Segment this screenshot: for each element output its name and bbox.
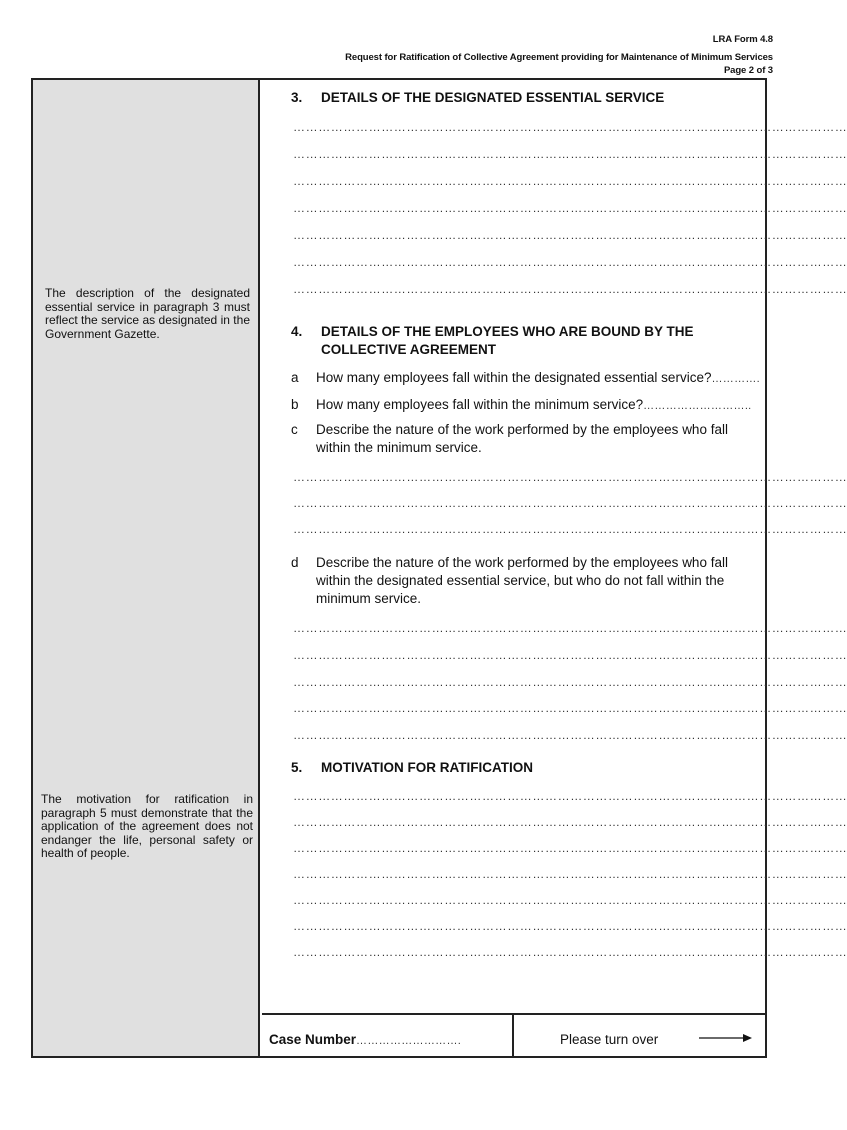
section-title: DETAILS OF THE DESIGNATED ESSENTIAL SERVICE bbox=[321, 90, 665, 105]
answer-line[interactable]: …………………………………………………………………………………………………………………… bbox=[293, 867, 847, 881]
section-3-heading bbox=[291, 89, 721, 107]
sidebar-note-motivation: The motivation for ratification in paragraph 5 must demonstrate that the application of the agreement does not endanger the life, personal safety or health of people. bbox=[41, 792, 253, 860]
answer-line[interactable]: …………………………………………………………………………………………………………………… bbox=[293, 255, 847, 269]
section-title: MOTIVATION FOR RATIFICATION bbox=[321, 760, 533, 775]
guidance-sidebar bbox=[33, 80, 260, 1056]
answer-line[interactable]: …………………………………………………………………………………………………………………… bbox=[293, 282, 847, 296]
item-text: How many employees fall within the designated essential service? bbox=[316, 370, 712, 385]
form-body bbox=[262, 80, 847, 1015]
answer-line[interactable]: …………………………………………………………………………………………………………………… bbox=[293, 728, 847, 742]
question-4b bbox=[291, 396, 761, 415]
answer-line[interactable]: …………………………………………………………………………………………………………………… bbox=[293, 496, 847, 510]
question-4a bbox=[291, 369, 761, 388]
answer-line[interactable]: …………………………………………………………………………………………………………………… bbox=[293, 174, 847, 188]
answer-line[interactable]: …………………………………………………………………………………………………………………… bbox=[293, 120, 847, 134]
answer-line[interactable]: …………………………………………………………………………………………………………………… bbox=[293, 522, 847, 536]
item-letter: d bbox=[291, 555, 299, 570]
answer-line[interactable]: …………………………………………………………………………………………………………………… bbox=[293, 228, 847, 242]
section-title: DETAILS OF THE EMPLOYEES WHO ARE BOUND BY THE COLLECTIVE AGREEMENT bbox=[321, 324, 694, 357]
page-indicator: Page 2 of 3 bbox=[723, 65, 773, 76]
item-letter: a bbox=[291, 370, 299, 385]
section-4-heading bbox=[291, 323, 721, 359]
question-4d bbox=[291, 554, 761, 608]
answer-line[interactable]: …………………………………………………………………………………………………………………… bbox=[293, 147, 847, 161]
answer-line[interactable]: …………………………………………………………………………………………………………………… bbox=[293, 701, 847, 715]
answer-line[interactable]: …………………………………………………………………………………………………………………… bbox=[293, 201, 847, 215]
answer-line[interactable]: …………………………………………………………………………………………………………………… bbox=[293, 470, 847, 484]
section-number: 3. bbox=[291, 90, 303, 105]
sidebar-note-service: The description of the designated essential service in paragraph 3 must reflect the service as designated in the Government Gazette. bbox=[45, 286, 250, 341]
answer-line[interactable]: …………………………………………………………………………………………………………………… bbox=[293, 919, 847, 933]
answer-line[interactable]: …………………………………………………………………………………………………………………… bbox=[293, 648, 847, 662]
answer-line[interactable]: …………………………………………………………………………………………………………………… bbox=[293, 789, 847, 803]
item-text: How many employees fall within the minimum service? bbox=[316, 397, 644, 412]
answer-line[interactable]: …………………………………………………………………………………………………………………… bbox=[293, 621, 847, 635]
case-number-input[interactable]: ………………………. bbox=[356, 1035, 462, 1047]
section-number: 5. bbox=[291, 760, 303, 775]
answer-blank[interactable]: …………. bbox=[711, 373, 761, 385]
case-number-label: Case Number bbox=[269, 1032, 357, 1047]
turn-over-note: Please turn over bbox=[560, 1032, 659, 1047]
item-letter: c bbox=[291, 422, 298, 437]
answer-line[interactable]: …………………………………………………………………………………………………………………… bbox=[293, 815, 847, 829]
form-frame bbox=[31, 78, 847, 1058]
section-5-heading bbox=[291, 759, 721, 777]
answer-line[interactable]: …………………………………………………………………………………………………………………… bbox=[293, 893, 847, 907]
answer-line[interactable]: …………………………………………………………………………………………………………………… bbox=[293, 675, 847, 689]
form-title: Request for Ratification of Collective Agreement providing for Maintenance of Minimum Services bbox=[345, 52, 773, 63]
case-number-cell bbox=[262, 1015, 514, 1056]
case-number-field bbox=[269, 1032, 461, 1047]
question-4c bbox=[291, 421, 761, 457]
section-number: 4. bbox=[291, 324, 303, 339]
form-footer bbox=[262, 1013, 765, 1056]
item-text: Describe the nature of the work performed by the employees who fall within the minimum service. bbox=[316, 422, 728, 455]
form-id: LRA Form 4.8 bbox=[712, 34, 773, 45]
item-text: Describe the nature of the work performed by the employees who fall within the designated essential service, but who do not fall within the minimum service. bbox=[316, 555, 728, 606]
arrow-right-icon bbox=[699, 1032, 753, 1044]
answer-line[interactable]: …………………………………………………………………………………………………………………… bbox=[293, 841, 847, 855]
answer-blank[interactable]: ……………………….. bbox=[643, 400, 752, 412]
item-letter: b bbox=[291, 397, 299, 412]
answer-line[interactable]: …………………………………………………………………………………………………………………… bbox=[293, 945, 847, 959]
